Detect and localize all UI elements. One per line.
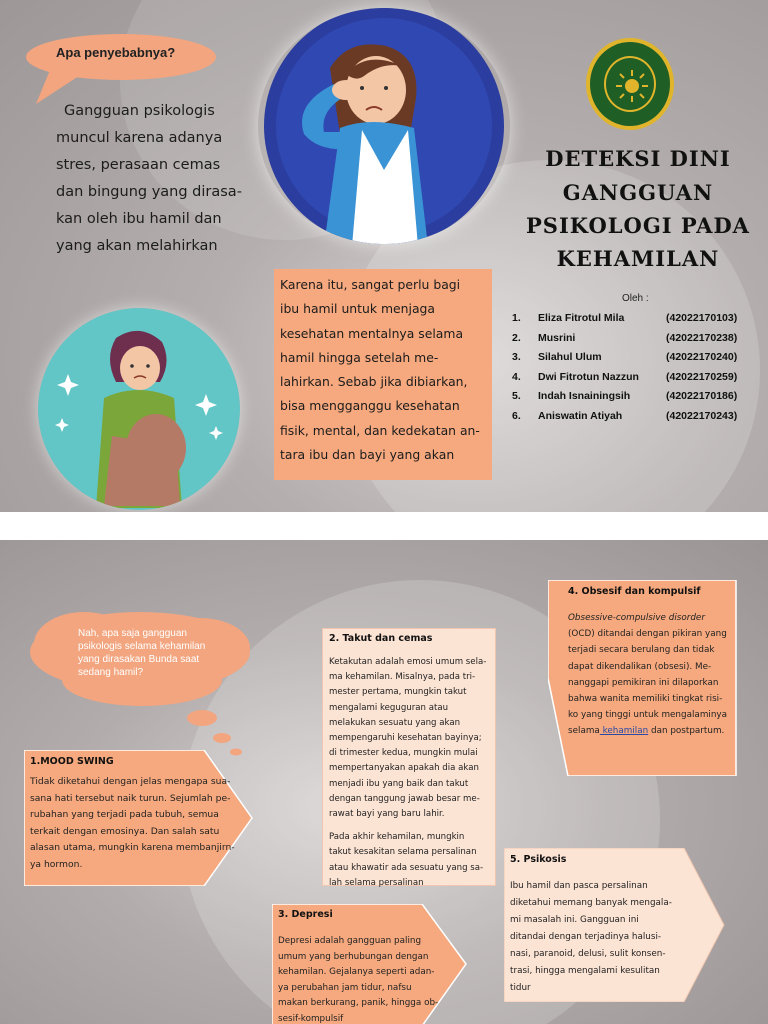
mood-swing-line: terkait dengan emosinya. Dan salah satu: [30, 825, 220, 837]
sun-emblem-icon: [614, 68, 650, 104]
intro-line: Gangguan psikologis: [64, 103, 215, 119]
takut-heading: 2. Takut dan cemas: [329, 633, 433, 644]
obsesif-line: bahwa wanita memiliki tingkat risi-: [568, 694, 723, 705]
mood-swing-line: alasan utama, mungkin karena membanjirn-: [30, 842, 235, 853]
intro-line: kan oleh ibu hamil dan: [56, 211, 222, 227]
obsesif-line: terjadi secara berulang dan tidak: [568, 645, 715, 656]
thought-line: Nah, apa saja gangguan: [78, 628, 187, 639]
takut-line: melakukan sesuatu yang akan: [329, 717, 461, 728]
depresi-line: makan berkurang, panik, hingga ob-: [278, 998, 439, 1009]
question-text: Apa penyebabnya?: [56, 45, 176, 60]
title-line: DETEKSI DINI: [545, 146, 731, 171]
obsesif-line: nanggapi pemikiran ini dilaporkan: [568, 677, 719, 688]
oleh-label: Oleh :: [622, 293, 649, 304]
takut-line: di trimester kedua, mungkin mulai: [329, 748, 478, 759]
title-line: GANGGUAN: [562, 180, 714, 205]
psikosis-heading: 5. Psikosis: [510, 854, 567, 865]
title-line: KEHAMILAN: [556, 246, 720, 271]
member-name: Musrini: [538, 332, 576, 344]
takut-line: mempertanyakan apakah dia akan: [329, 763, 479, 774]
takut-box: [322, 628, 496, 886]
depresi-line: Depresi adalah gangguan paling: [278, 936, 422, 946]
takut-line: atau khawatir ada sesuatu yang sa-: [329, 862, 484, 873]
psikosis-line: trasi, hingga mengalami kesulitan: [510, 966, 660, 976]
depresi-line: kehamilan. Gejalanya seperti adan-: [278, 967, 435, 978]
intro-line: stres, perasaan cemas: [56, 157, 221, 173]
takut-line: takut kesakitan selama persalinan: [329, 847, 477, 858]
intro-line: dan bingung yang dirasa-: [56, 184, 242, 200]
brochure-page-bottom: [0, 540, 768, 1024]
karena-line: Karena itu, sangat perlu bagi: [280, 277, 461, 292]
mood-swing-heading: 1.MOOD SWING: [30, 756, 114, 767]
psikosis-line: diketahui memang banyak mengala-: [510, 898, 672, 908]
thought-line: yang dirasakan Bunda saat: [78, 654, 200, 665]
thought-line: psikologis selama kehamilan: [78, 641, 206, 652]
kehamilan-link[interactable]: kehamilan: [599, 726, 649, 737]
thought-line: sedang hamil?: [78, 667, 144, 678]
member-row: [512, 390, 752, 410]
psikosis-line: ditandai dengan terjadinya halusi-: [510, 932, 662, 942]
karena-line: ibu hamil untuk menjaga: [280, 301, 436, 317]
obsesif-italic: Obsessive-compulsive disorder: [568, 613, 705, 623]
takut-line: menjadi ibu yang baik dan takut: [329, 778, 469, 789]
member-name: Eliza Fitrotul Mila: [538, 312, 625, 324]
takut-line: dengan tanggung jawab besar me-: [329, 793, 480, 804]
karena-line: hamil hingga setelah me-: [280, 349, 439, 365]
member-number: 5.: [512, 390, 521, 402]
karena-line: lahirkan. Sebab jika dibiarkan,: [280, 374, 468, 390]
takut-line: mester pertama, mungkin takut: [329, 687, 467, 698]
obsesif-line: dapat dikendalikan (obsesi). Me-: [568, 661, 712, 672]
takut-line: mengalami keguguran atau: [329, 702, 449, 713]
member-row: [512, 312, 752, 332]
page-gap: [0, 512, 768, 540]
member-number: 6.: [512, 410, 521, 422]
member-nim: (42022170186): [666, 390, 738, 402]
member-number: 3.: [512, 351, 521, 363]
member-name: Indah Isnainingsih: [538, 390, 631, 402]
member-row: [512, 410, 752, 430]
psikosis-line: tidur: [510, 983, 531, 993]
mood-swing-line: rubahan yang terjadi pada tubuh, semua: [30, 809, 219, 820]
obsesif-line: ko yang tinggi untuk mengalaminya: [568, 710, 728, 721]
karena-box: [274, 269, 492, 480]
pregnant-woman-illustration: [38, 308, 240, 510]
member-name: Silahul Ulum: [538, 351, 602, 363]
member-row: [512, 351, 752, 371]
distressed-woman-illustration: [258, 8, 510, 244]
member-number: 1.: [512, 312, 521, 324]
karena-line: tara ibu dan bayi yang akan: [280, 447, 455, 463]
member-nim: (42022170243): [666, 410, 738, 422]
takut-line: ma kehamilan. Misalnya, pada tri-: [329, 672, 476, 683]
member-number: 4.: [512, 371, 521, 383]
title-line: PSIKOLOGI PADA: [526, 213, 750, 238]
mood-swing-line: sana hati tersebut naik turun. Sejumlah pe-: [30, 792, 231, 804]
obsesif-last-pre: selama: [568, 726, 600, 737]
depresi-line: sesif-kompulsif: [278, 1013, 344, 1024]
psikosis-line: mi masalah ini. Gangguan ini: [510, 915, 639, 925]
obsesif-last-post: dan postpartum.: [648, 726, 725, 737]
member-number: 2.: [512, 332, 521, 344]
obsesif-heading: 4. Obsesif dan kompulsif: [568, 586, 701, 597]
depresi-line: ya perubahan jam tidur, nafsu: [278, 982, 412, 993]
member-name: Dwi Fitrotun Nazzun: [538, 371, 639, 383]
takut-line: rawat bayi yang baru lahir.: [329, 809, 445, 820]
takut-line: mempengaruhi kesehatan bayinya;: [329, 733, 482, 744]
intro-paragraph: [56, 98, 242, 260]
mood-swing-line: ya hormon.: [30, 858, 83, 870]
member-nim: (42022170240): [666, 351, 738, 363]
takut-line: Ketakutan adalah emosi umum sela-: [329, 657, 487, 667]
member-nim: (42022170103): [666, 312, 738, 324]
psikosis-line: nasi, paranoid, delusi, sulit konsen-: [510, 949, 666, 959]
mood-swing-line: Tidak diketahui dengan jelas mengapa sua-: [30, 776, 231, 787]
karena-line: fisik, mental, dan kedekatan an-: [280, 422, 480, 438]
takut-line: lah selama persalinan: [329, 877, 424, 888]
depresi-heading: 3. Depresi: [278, 909, 333, 920]
depresi-line: umum yang berhubungan dengan: [278, 951, 429, 962]
karena-line: bisa mengganggu kesehatan: [280, 398, 460, 414]
member-nim: (42022170259): [666, 371, 738, 383]
university-logo: [586, 38, 674, 130]
member-nim: (42022170238): [666, 332, 738, 344]
intro-line: yang akan melahirkan: [56, 238, 218, 254]
member-name: Aniswatin Atiyah: [538, 410, 623, 422]
member-row: [512, 332, 752, 352]
psikosis-line: Ibu hamil dan pasca persalinan: [510, 881, 648, 891]
member-row: [512, 371, 752, 391]
obsesif-line: (OCD) ditandai dengan pikiran yang: [568, 629, 727, 640]
intro-line: muncul karena adanya: [56, 130, 223, 146]
karena-line: kesehatan mentalnya selama: [280, 325, 464, 341]
takut-line: Pada akhir kehamilan, mungkin: [329, 832, 465, 843]
